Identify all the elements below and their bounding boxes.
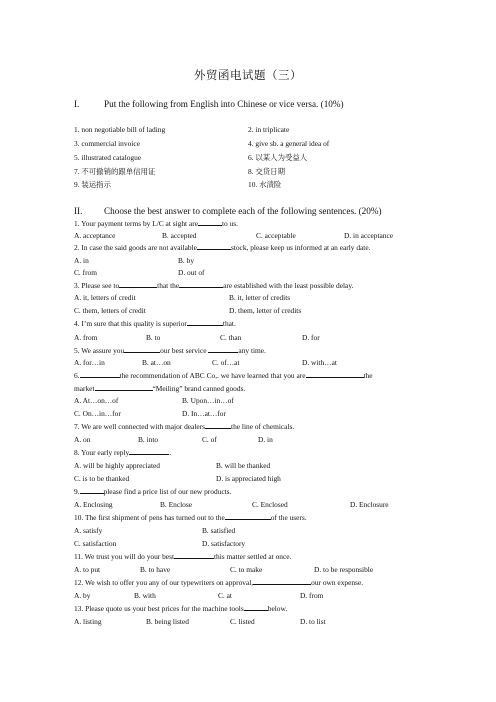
page-title: 外贸函电试题（三） — [194, 70, 302, 82]
option-a[interactable]: A. on — [74, 435, 91, 444]
option-a[interactable]: A. it, letters of credit — [74, 293, 136, 302]
option-b[interactable]: B. it, letter of credits — [229, 293, 291, 302]
question-text: this matter settled at once. — [214, 552, 292, 561]
option-a[interactable]: A. At…on…of — [74, 396, 119, 405]
question-text: stock, please keep us informed at an early date. — [230, 243, 371, 252]
vocab-item: 10. 水渍险 — [248, 180, 282, 189]
option-a[interactable]: A. in — [74, 256, 89, 265]
question-text: the line of chemicals. — [231, 422, 295, 431]
question-10 — [74, 513, 307, 522]
option-d[interactable]: D. Enclosure — [350, 500, 389, 509]
option-b[interactable]: B. at…on — [142, 358, 171, 367]
vocab-item: 7. 不可撤销的跟单信用证 — [74, 167, 156, 176]
vocab-item: 2. in triplicate — [248, 125, 290, 134]
question-11 — [74, 552, 291, 561]
option-d[interactable]: D. to list — [300, 617, 326, 626]
option-b[interactable]: B. to — [146, 333, 161, 342]
question-text: please find a price list of our new products. — [103, 487, 232, 496]
answer-blank[interactable] — [225, 513, 271, 520]
option-b[interactable]: B. accepted — [162, 231, 197, 240]
answer-blank[interactable] — [119, 281, 157, 288]
question-text: 9. — [74, 487, 80, 496]
vocab-item: 1. non negotiable bill of lading — [74, 125, 166, 134]
option-c[interactable]: C. of — [202, 435, 217, 444]
question-9 — [74, 487, 231, 496]
option-c[interactable]: C. listed — [230, 617, 255, 626]
option-b[interactable]: B. with — [134, 591, 156, 600]
question-5 — [74, 346, 266, 355]
question-6-cont — [74, 384, 245, 393]
vocab-item: 9. 装运指示 — [74, 180, 111, 189]
answer-blank[interactable] — [208, 346, 238, 353]
option-b[interactable]: B. will be thanked — [216, 461, 271, 470]
section-1-number: I. — [74, 99, 80, 109]
option-b[interactable]: B. to have — [140, 565, 171, 574]
option-c[interactable]: C. On…in…for — [74, 409, 121, 418]
answer-blank[interactable] — [198, 219, 222, 226]
question-12 — [74, 578, 363, 587]
vocab-item: 5. illustrated catalogue — [74, 153, 142, 162]
option-a[interactable]: A. from — [74, 333, 98, 342]
question-text: any time. — [238, 346, 266, 355]
option-c[interactable]: C. at — [218, 591, 232, 600]
option-b[interactable]: B. satisfied — [202, 526, 236, 535]
option-b[interactable]: B. Upon…in…of — [182, 396, 234, 405]
option-b[interactable]: B. by — [178, 256, 195, 265]
option-c[interactable]: C. Enclosed — [252, 500, 288, 509]
question-8 — [74, 448, 171, 457]
section-2-title: Choose the best answer to complete each of the following sentences. (20%) — [104, 206, 382, 216]
question-3 — [74, 281, 353, 290]
question-text: the — [363, 371, 373, 380]
question-text: market — [74, 384, 95, 393]
question-text: that. — [222, 319, 236, 328]
answer-blank[interactable] — [95, 384, 153, 391]
vocab-item: 3. commercial invoice — [74, 139, 140, 148]
option-d[interactable]: D. them, letter of credits — [229, 306, 302, 315]
answer-blank[interactable] — [129, 448, 172, 457]
option-c[interactable]: C. from — [74, 268, 97, 277]
option-a[interactable]: A. by — [74, 591, 91, 600]
question-text: to us. — [221, 219, 238, 228]
question-text: 6. — [74, 371, 80, 380]
question-13 — [74, 604, 287, 613]
question-6 — [74, 371, 373, 380]
option-a[interactable]: A. will be highly appreciated — [74, 461, 160, 470]
section-2-heading — [74, 206, 382, 216]
question-1 — [74, 219, 238, 228]
question-text: of the users. — [270, 513, 307, 522]
question-text: 10. The first shipment of pens has turned out to the — [74, 513, 225, 522]
answer-blank[interactable] — [244, 604, 268, 611]
answer-blank[interactable] — [253, 578, 311, 585]
section-1-title: Put the following from English into Chinese or vice versa. (10%) — [104, 99, 344, 109]
question-text: 4. I’m sure that this quality is superior — [74, 319, 187, 328]
option-d[interactable]: D. In…at…for — [182, 409, 226, 418]
question-text: 7. We are well connected with major dealers — [74, 422, 206, 431]
question-2 — [74, 243, 370, 252]
answer-blank[interactable] — [80, 487, 104, 494]
option-c[interactable]: C. satisfaction — [74, 539, 117, 548]
question-text: are established with the least possible delay. — [223, 281, 354, 290]
option-d[interactable]: D. with…at — [302, 358, 337, 367]
question-text: “Meiling” brand canned goods. — [152, 384, 246, 393]
answer-blank[interactable] — [80, 371, 120, 378]
option-c[interactable]: C. is to be thanked — [74, 474, 130, 483]
option-c[interactable]: C. than — [220, 333, 242, 342]
option-d[interactable]: D. in — [258, 435, 273, 444]
question-text: our best service — [160, 346, 207, 355]
option-c[interactable]: C. of…at — [212, 358, 240, 367]
option-d[interactable]: D. is appreciated high — [216, 474, 281, 483]
answer-blank[interactable] — [174, 552, 214, 559]
option-a[interactable]: A. for…in — [74, 358, 105, 367]
option-d[interactable]: D. satisfactory — [202, 539, 246, 548]
question-text: 5. We assure you — [74, 346, 125, 355]
option-a[interactable]: A. to put — [74, 565, 101, 574]
question-text: 13. Please quote us your best prices for the machine tools — [74, 604, 244, 613]
question-text: 3. Please see to — [74, 281, 120, 290]
option-c[interactable]: C. to make — [230, 565, 263, 574]
vocab-item: 6. 以某人为受益人 — [248, 153, 308, 162]
option-a[interactable]: A. listing — [74, 617, 102, 626]
question-7 — [74, 422, 294, 431]
answer-blank[interactable] — [306, 371, 364, 378]
question-text: the recommendation of ABC Co,. we have learned that you are — [119, 371, 306, 380]
option-d[interactable]: D. for — [302, 333, 320, 342]
question-text: . — [169, 448, 172, 457]
vocab-item: 8. 交货日期 — [248, 167, 285, 176]
answer-blank[interactable] — [179, 281, 223, 288]
question-text: 1. Your payment terms by L/C at sight are — [74, 219, 198, 228]
option-d[interactable]: D. to be responsible — [314, 565, 374, 574]
question-text: 8. Your early reply — [74, 448, 130, 457]
section-1-heading — [74, 99, 344, 109]
question-text: 2. In case the said goods are not available — [74, 243, 197, 252]
question-text: our own expense. — [311, 578, 364, 587]
answer-blank[interactable] — [187, 319, 223, 326]
option-a[interactable]: A. Enclosing — [74, 500, 113, 509]
option-a[interactable]: A. acceptance — [74, 231, 116, 240]
question-4 — [74, 319, 236, 328]
option-b[interactable]: B. being listed — [146, 617, 189, 626]
question-text: 12. We wish to offer you any of our typewriters on approval, — [74, 578, 254, 587]
question-text: 11. We trust you will do your best — [74, 552, 174, 561]
question-text: below. — [267, 604, 288, 613]
option-a[interactable]: A. satisfy — [74, 526, 103, 535]
option-b[interactable]: B. into — [138, 435, 159, 444]
option-d[interactable]: D. in acceptance — [344, 231, 394, 240]
option-b[interactable]: B. Enclose — [160, 500, 193, 509]
answer-blank[interactable] — [197, 243, 231, 250]
option-c[interactable]: C. them, letters of credit — [74, 306, 146, 315]
option-c[interactable]: C. acceptable — [256, 231, 296, 240]
option-d[interactable]: D. from — [300, 591, 324, 600]
option-d[interactable]: D. out of — [178, 268, 205, 277]
vocab-item: 4. give sb. a general idea of — [248, 139, 330, 148]
answer-blank[interactable] — [124, 346, 160, 353]
answer-blank[interactable] — [205, 422, 231, 429]
question-text: that the — [157, 281, 180, 290]
section-2-number: II. — [74, 206, 83, 216]
